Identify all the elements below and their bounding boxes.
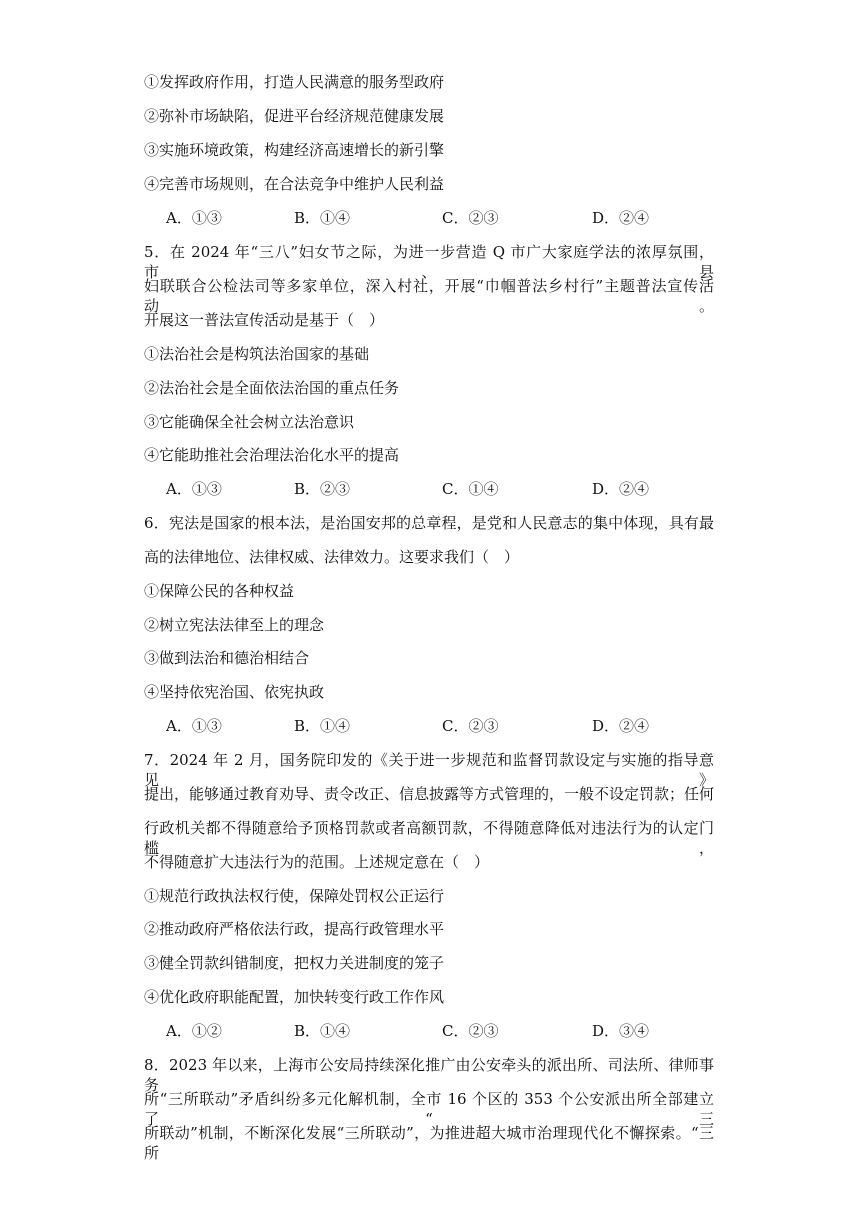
q4-option-d: D．②④ bbox=[592, 209, 650, 227]
q5-stem-line-1: 5．在 2024 年“三八”妇女节之际，为进一步营造 Q 市广大家庭学法的浓厚氛围，市、县 bbox=[144, 243, 714, 281]
q5-options bbox=[166, 479, 726, 499]
q5-stem-line-3: 开展这一普法宣传活动是基于（ ） bbox=[144, 311, 385, 329]
q7-statement-4: ④优化政府职能配置，加快转变行政工作作风 bbox=[144, 988, 445, 1006]
q6-option-c: C．②③ bbox=[442, 717, 499, 735]
q4-statement-3: ③实施环境政策，构建经济高速增长的新引擎 bbox=[144, 141, 445, 159]
q8-stem-line-2: 所“三所联动”矛盾纠纷多元化解机制，全市 16 个区的 353 个公安派出所全部建立了“三 bbox=[144, 1090, 714, 1128]
q8-stem-line-1: 8．2023 年以来，上海市公安局持续深化推广由公安牵头的派出所、司法所、律师事务 bbox=[144, 1056, 714, 1094]
q6-stem-line-1: 6．宪法是国家的根本法，是治国安邦的总章程，是党和人民意志的集中体现，具有最 bbox=[144, 514, 714, 532]
q4-option-c: C．②③ bbox=[442, 209, 499, 227]
q7-statement-2: ②推动政府严格依法行政，提高行政管理水平 bbox=[144, 920, 445, 938]
q4-statement-2: ②弥补市场缺陷，促进平台经济规范健康发展 bbox=[144, 107, 445, 125]
q5-option-c: C．①④ bbox=[442, 480, 499, 498]
q5-statement-3: ③它能确保全社会树立法治意识 bbox=[144, 413, 355, 431]
q7-option-a: A．①② bbox=[166, 1022, 222, 1040]
q4-statement-1: ①发挥政府作用，打造人民满意的服务型政府 bbox=[144, 73, 445, 91]
q6-statement-4: ④坚持依宪治国、依宪执政 bbox=[144, 683, 325, 701]
q6-option-a: A．①③ bbox=[166, 717, 222, 735]
q6-stem-line-2: 高的法律地位、法律权威、法律效力。这要求我们（ ） bbox=[144, 548, 520, 566]
q7-stem-line-4: 不得随意扩大违法行为的范围。上述规定意在（ ） bbox=[144, 853, 490, 871]
q4-option-a: A．①③ bbox=[166, 209, 222, 227]
q5-statement-4: ④它能助推社会治理法治化水平的提高 bbox=[144, 446, 400, 464]
q6-statement-1: ①保障公民的各种权益 bbox=[144, 582, 295, 600]
q6-statement-3: ③做到法治和德治相结合 bbox=[144, 649, 310, 667]
q5-option-a: A．①③ bbox=[166, 480, 222, 498]
q6-option-d: D．②④ bbox=[592, 717, 650, 735]
q4-options bbox=[166, 208, 726, 228]
q8-stem-line-3: 所联动”机制，不断深化发展“三所联动”，为推进超大城市治理现代化不懈探索。“三所 bbox=[144, 1124, 714, 1162]
q7-stem-line-3: 行政机关都不得随意给予顶格罚款或者高额罚款，不得随意降低对违法行为的认定门槛， bbox=[144, 819, 714, 857]
q7-options bbox=[166, 1021, 726, 1041]
q5-statement-1: ①法治社会是构筑法治国家的基础 bbox=[144, 345, 370, 363]
q7-option-d: D．③④ bbox=[592, 1022, 650, 1040]
q7-statement-1: ①规范行政执法权行使，保障处罚权公正运行 bbox=[144, 887, 445, 905]
q7-statement-3: ③健全罚款纠错制度，把权力关进制度的笼子 bbox=[144, 954, 445, 972]
q7-option-c: C．②③ bbox=[442, 1022, 499, 1040]
q4-statement-4: ④完善市场规则，在合法竞争中维护人民利益 bbox=[144, 175, 445, 193]
q5-option-b: B．②③ bbox=[294, 480, 351, 498]
q6-options bbox=[166, 716, 726, 736]
q4-option-b: B．①④ bbox=[294, 209, 351, 227]
q6-statement-2: ②树立宪法法律至上的理念 bbox=[144, 616, 325, 634]
q5-stem-line-2: 妇联联合公检法司等多家单位，深入村社，开展“巾帼普法乡村行”主题普法宣传活动。 bbox=[144, 277, 714, 315]
q5-option-d: D．②④ bbox=[592, 480, 650, 498]
q5-statement-2: ②法治社会是全面依法治国的重点任务 bbox=[144, 379, 400, 397]
q7-stem-line-1: 7．2024 年 2 月，国务院印发的《关于进一步规范和监督罚款设定与实施的指导意见》 bbox=[144, 751, 714, 789]
q7-option-b: B．①④ bbox=[294, 1022, 351, 1040]
q7-stem-line-2: 提出，能够通过教育劝导、责令改正、信息披露等方式管理的，一般不设定罚款；任何 bbox=[144, 785, 715, 803]
q6-option-b: B．①④ bbox=[294, 717, 351, 735]
